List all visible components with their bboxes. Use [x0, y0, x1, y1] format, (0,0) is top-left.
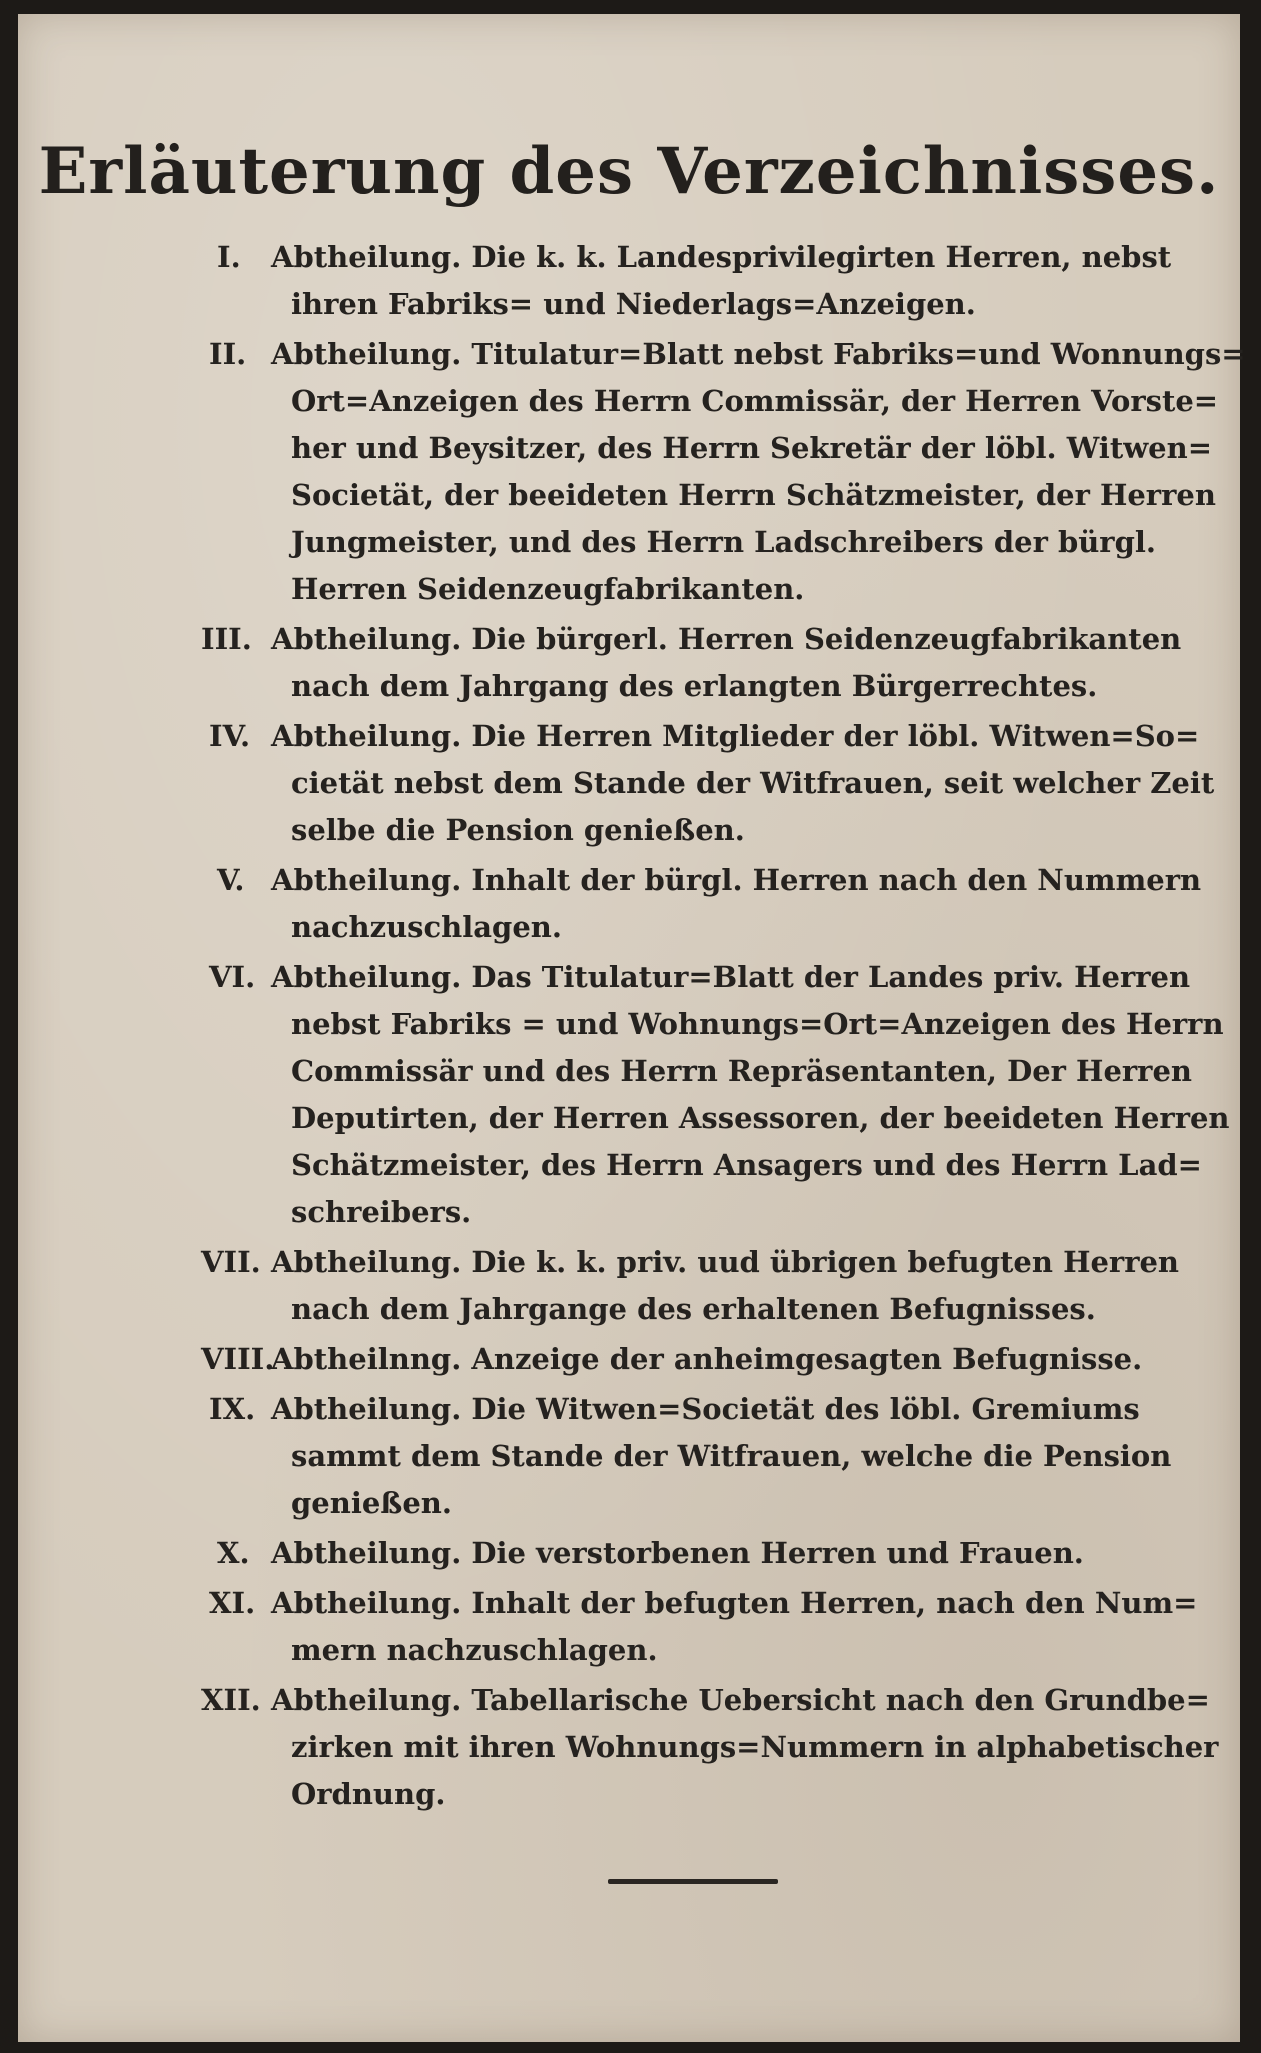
section-line: Schätzmeister, des Herrn Ansagers und des Herrn Lad= [291, 1148, 1202, 1182]
section-line: nachzuschlagen. [291, 910, 562, 944]
section-line: Abtheilnng. Anzeige der anheimgesagten Befugnisse. [271, 1342, 1143, 1376]
section-line: mern nachzuschlagen. [291, 1633, 658, 1667]
section-line: nach dem Jahrgange des erhaltenen Befugnisses. [291, 1292, 1096, 1326]
section-line: Abtheilung. Die Herren Mitglieder der löbl. Witwen=So= [271, 719, 1200, 753]
section-line: Abtheilung. Die k. k. Landesprivilegirten Herren, nebst [271, 240, 1172, 274]
section-line: nach dem Jahrgang des erlangten Bürgerrechtes. [291, 669, 1098, 703]
section-line: Abtheilung. Titulatur=Blatt nebst Fabriks=und Wonnungs= [271, 337, 1246, 371]
section-line: Abtheilung. Inhalt der befugten Herren, nach den Num= [271, 1586, 1198, 1620]
section-line: selbe die Pension genießen. [291, 813, 745, 847]
section-number: VI. [209, 960, 256, 994]
section-line: Abtheilung. Die bürgerl. Herren Seidenzeugfabrikanten [271, 622, 1182, 656]
section-number: VII. [201, 1245, 261, 1279]
section-line: Commissär und des Herrn Repräsentanten, Der Herren [291, 1054, 1192, 1088]
section-line: zirken mit ihren Wohnungs=Nummern in alphabetischer [291, 1730, 1219, 1764]
section-line: ihren Fabriks= und Niederlags=Anzeigen. [291, 287, 976, 321]
section-line: Abtheilung. Die Witwen=Societät des löbl. Gremiums [271, 1392, 1140, 1426]
section-line: Societät, der beeideten Herrn Schätzmeister, der Herren [291, 478, 1216, 512]
section-line: schreibers. [291, 1195, 472, 1229]
section-line: Deputirten, der Herren Assessoren, der beeideten Herren [291, 1101, 1230, 1135]
book-page [18, 14, 1246, 2042]
section-number: II. [209, 337, 247, 371]
section-number: III. [201, 622, 252, 656]
section-line: her und Beysitzer, des Herrn Sekretär der löbl. Witwen= [291, 431, 1213, 465]
section-number: IX. [209, 1392, 256, 1426]
section-line: Abtheilung. Die verstorbenen Herren und Frauen. [271, 1536, 1084, 1570]
section-number: X. [217, 1536, 250, 1570]
section-number: IV. [209, 719, 251, 753]
section-number: I. [217, 240, 241, 274]
section-number: VIII. [201, 1342, 275, 1376]
page-title: Erläuterung des Verzeichnisses. [38, 134, 1220, 209]
section-line: nebst Fabriks = und Wohnungs=Ort=Anzeigen des Herrn [291, 1007, 1224, 1041]
section-line: Ort=Anzeigen des Herrn Commissär, der Herren Vorste= [291, 384, 1219, 418]
section-line: Herren Seidenzeugfabrikanten. [291, 572, 805, 606]
section-number: V. [217, 863, 245, 897]
section-line: Abtheilung. Das Titulatur=Blatt der Landes priv. Herren [271, 960, 1191, 994]
section-line: Abtheilung. Die k. k. priv. uud übrigen befugten Herren [271, 1245, 1180, 1279]
section-line: sammt dem Stande der Witfrauen, welche die Pension [291, 1439, 1172, 1473]
section-line: genießen. [291, 1486, 452, 1520]
section-number: XI. [209, 1586, 256, 1620]
section-line: Abtheilung. Inhalt der bürgl. Herren nach den Nummern [271, 863, 1202, 897]
section-number: XII. [201, 1683, 261, 1717]
section-line: cietät nebst dem Stande der Witfrauen, seit welcher Zeit [291, 766, 1215, 800]
section-line: Jungmeister, und des Herrn Ladschreibers der bürgl. [291, 525, 1156, 559]
section-line: Ordnung. [291, 1777, 446, 1811]
section-line: Abtheilung. Tabellarische Uebersicht nach den Grundbe= [271, 1683, 1210, 1717]
closing-rule [608, 1879, 778, 1884]
